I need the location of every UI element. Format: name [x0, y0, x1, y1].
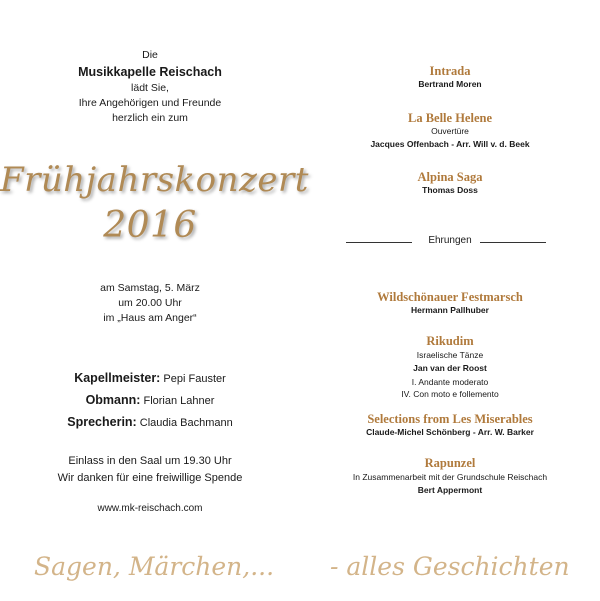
invite-line: Ihre Angehörigen und Freunde	[78, 97, 222, 109]
donation-note: Wir danken für eine freiwillige Spende	[57, 472, 243, 484]
conductor	[0, 368, 300, 390]
event-year: 2016	[103, 205, 197, 246]
piece-subtitle: Ouvertüre	[431, 126, 469, 136]
piece-title: Rikudim	[426, 334, 474, 348]
speaker	[0, 412, 300, 434]
piece-subtitle: In Zusammenarbeit mit der Grundschule Reischach	[352, 472, 548, 482]
piece-title: Rapunzel	[424, 456, 476, 470]
divider-label: Ehrungen	[428, 235, 472, 246]
band-name: Musikkapelle Reischach	[78, 65, 222, 79]
program-piece	[300, 170, 600, 195]
program-piece	[300, 290, 600, 315]
speaker-role: Sprecherin:	[67, 415, 137, 429]
speaker-name: Claudia Bachmann	[139, 417, 233, 429]
footer-motto-right: - alles Geschichten	[330, 552, 570, 581]
piece-composer: Claude-Michel Schönberg - Arr. W. Barker	[366, 427, 534, 437]
piece-composer: Bertrand Moren	[418, 79, 482, 89]
website[interactable]: www.mk-reischach.com	[97, 503, 203, 514]
event-date-block	[0, 281, 300, 326]
program-piece	[300, 64, 600, 89]
piece-movement: IV. Con moto e follemento	[401, 389, 499, 399]
chairman-role: Obmann:	[85, 393, 141, 407]
piece-composer: Jan van der Roost	[413, 363, 487, 373]
footer-motto-left: Sagen, Märchen,...	[34, 552, 275, 581]
program-piece	[300, 412, 600, 437]
piece-composer: Thomas Doss	[422, 185, 478, 195]
conductor-role: Kapellmeister:	[74, 371, 161, 385]
piece-movement: I. Andante moderato	[411, 377, 489, 387]
chairman-name: Florian Lahner	[143, 395, 215, 407]
event-venue: im „Haus am Anger“	[103, 312, 197, 324]
invitation-text	[0, 48, 300, 126]
piece-title: Wildschönauer Festmarsch	[377, 290, 523, 304]
conductor-name: Pepi Fauster	[163, 373, 226, 385]
invite-line: Die	[142, 49, 158, 61]
invite-line: herzlich ein zum	[112, 112, 188, 124]
people-list	[0, 368, 300, 434]
piece-composer: Jacques Offenbach - Arr. Will v. d. Beek	[370, 139, 530, 149]
notes-block	[0, 453, 300, 487]
piece-title: Alpina Saga	[417, 170, 483, 184]
piece-composer: Hermann Pallhuber	[411, 305, 489, 315]
program-piece	[300, 333, 600, 400]
piece-subtitle: Israelische Tänze	[416, 350, 484, 360]
piece-title: Selections from Les Miserables	[367, 412, 533, 426]
piece-title: La Belle Helene	[407, 111, 492, 125]
piece-composer: Bert Appermont	[417, 485, 483, 495]
piece-title: Intrada	[429, 64, 471, 78]
event-title: Frühjahrskonzert	[0, 160, 309, 200]
event-time: um 20.00 Uhr	[118, 297, 182, 309]
event-date: am Samstag, 5. März	[100, 282, 200, 294]
program-piece	[300, 112, 600, 151]
admission-note: Einlass in den Saal um 19.30 Uhr	[68, 455, 232, 467]
divider-right-line	[480, 242, 546, 243]
program-piece	[300, 455, 600, 497]
chairman	[0, 390, 300, 412]
invite-line: lädt Sie,	[131, 82, 169, 94]
